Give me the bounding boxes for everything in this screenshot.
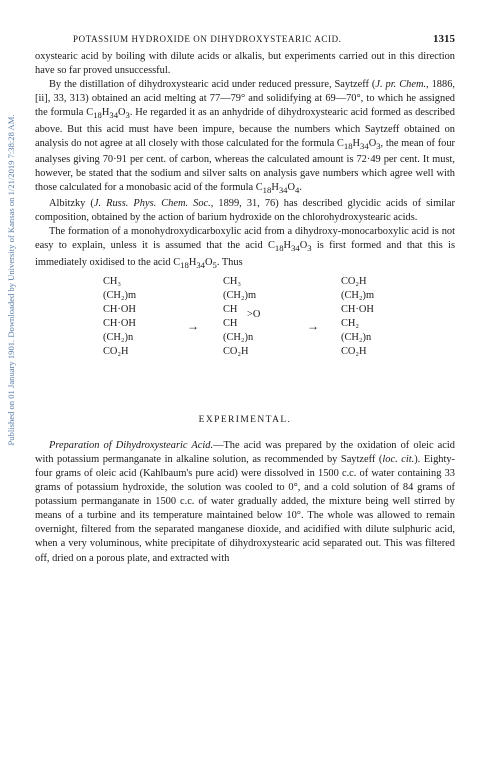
page-number: 1315: [433, 33, 455, 45]
download-watermark: [4, 60, 18, 500]
formula-epoxide: CH₃ (CH₂)m CH CH (CH₂)n CO₂H: [223, 275, 257, 357]
formula-dihydroxystearic: CH₃ (CH₂)m CH·OH CH·OH (CH₂)n CO₂H: [103, 275, 137, 357]
download-watermark-text: Published on 01 January 1901. Downloaded by University of Kansas on 1/21/2019 7:38:28 AM.: [6, 114, 16, 446]
running-head: [35, 34, 455, 50]
paragraph-experimental: Preparation of Dihydroxystearic Acid.—The acid was prepared by the oxidation of oleic acid with potassium permanganate in alkaline solution, as recommended by Saytzeff (loc. cit.). Eighty-four grams of oleic acid (Kahlbaum's pure acid) were dissolved in 1500 c.c. of water containing 33 grams of potassium hydroxide, the solution was cooled to 0°, and a cold solution of 84 grams of potassium permanganate in 1500 c.c. of water gradually added, the mixture being well stirred by means of a turbine and its temperature maintained below 10°. The whole was allowed to remain overnight, filtered from the separated manganese dioxide, and acidified with dilute sulphuric acid, when a very voluminous, white precipitate of dihydroxystearic acid separated out. This was filtered off, dried on a porous plate, and extracted with: [35, 439, 456, 564]
paragraph-1: oxystearic acid by boiling with dilute acids or alkalis, but experiments carried out in this direction have so far proved unsuccessful.: [35, 51, 455, 77]
running-head-title: POTASSIUM HYDROXIDE ON DIHYDROXYSTEARIC ACID.: [73, 34, 342, 44]
reaction-scheme: [35, 275, 455, 385]
paragraph-3: Albitzky (J. Russ. Phys. Chem. Soc., 1899, 31, 76) has described glycidic acids of similar composition, obtained by the action of barium hydroxide on the chlorohydroxystearic acids.: [35, 198, 455, 224]
reaction-arrow-2: →: [307, 318, 319, 333]
section-heading-experimental: EXPERIMENTAL.: [198, 414, 292, 425]
subsection-heading: Preparation of Dihydroxystearic Acid.: [49, 439, 214, 451]
epoxide-bridge: >O: [247, 308, 261, 320]
paragraph-4: The formation of a monohydroxydicarboxylic acid from a dihydroxy-monocarboxylic acid is not easy to explain, unless it is assumed that the acid $C_{18}H_{34}O_3$ is first formed and that this is immediately oxidised to the acid $C_{18}H_{34}O_5$. Thus: [35, 226, 455, 270]
reaction-arrow-1: →: [187, 318, 199, 333]
page-body: [35, 0, 455, 566]
paragraph-2: By the distillation of dihydroxystearic acid under reduced pressure, Saytzeff (J. pr. Chem., 1886, [ii], 33, 313) obtained an acid melting at 77—79° and solidifying at 69—70°, to which he assigned the formula $C_{18}H_{34}O_3$. He regarded it as an anhydride of dihydroxystearic acid formed as described above. But this acid must have been impure, because the numbers which Saytzeff obtained on analysis do not agree at all closely with those calculated for the formula $C_{18}H_{34}O_3$, the mean of four analyses giving 70·91 per cent. of carbon, whereas the calculated amount is 72·49 per cent. It must, however, be stated that the sodium and silver salts on analysis gave numbers which agree well with those calculated for a monobasic acid of the formula $C_{18}H_{34}O_4$.: [35, 79, 456, 196]
formula-hydroxydicarboxylic: CO₂H (CH₂)m CH·OH CH₂ (CH₂)n CO₂H: [341, 275, 375, 357]
